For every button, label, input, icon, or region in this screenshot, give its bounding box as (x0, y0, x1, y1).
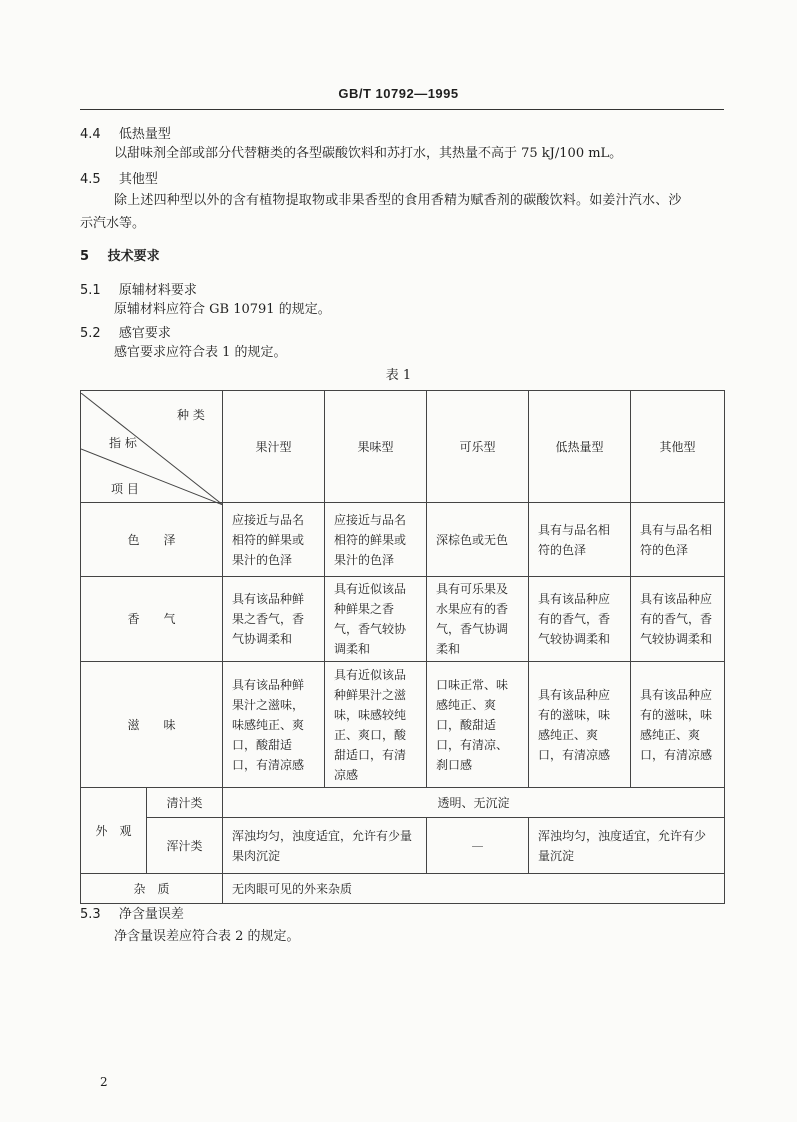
section-4-5-body-line2: 示汽水等。 (80, 216, 146, 231)
document-code: GB/T 10792—1995 (338, 86, 459, 101)
table-cell: 深棕色或无色 (436, 532, 509, 547)
row-sublabel-cloudy: 浑汁类 (147, 818, 223, 874)
page-number: 2 (100, 1075, 108, 1089)
section-number: 4.5 (80, 172, 101, 187)
table-cell: 浑浊均匀，浊度适宜，允许有少量果肉沉淀 (232, 828, 413, 863)
section-number: 4.4 (80, 127, 101, 142)
section-4-5-heading (80, 171, 158, 189)
column-header: 其他型 (631, 391, 725, 503)
row-sublabel-clear: 清汁类 (147, 788, 223, 818)
section-number: 5.2 (80, 326, 101, 341)
section-5-2-body: 感官要求应符合表 1 的规定。 (114, 345, 287, 360)
section-4-4-body: 以甜味剂全部或部分代替糖类的各型碳酸饮料和苏打水，其热量不高于 75 kJ/100 mL。 (114, 146, 623, 161)
row-label-appearance: 外 观 (81, 788, 147, 874)
table-cell: 具有近似该品种鲜果汁之滋味，味感较纯正、爽口，酸甜适口，有清凉感 (334, 667, 407, 782)
row-label-aroma: 香 气 (81, 577, 223, 662)
table-cell: — (427, 818, 529, 874)
table-cell: 具有该品种鲜果之香气，香气协调柔和 (232, 592, 305, 646)
table-cell: 具有该品种应有的香气，香气较协调柔和 (640, 592, 713, 646)
table-cell: 透明、无沉淀 (223, 788, 725, 818)
table-corner-header (81, 391, 223, 503)
section-title: 感官要求 (118, 326, 171, 341)
section-5-3-body: 净含量误差应符合表 2 的规定。 (114, 929, 300, 944)
section-number: 5.1 (80, 283, 101, 298)
section-title: 净含量误差 (118, 907, 184, 922)
table-cell: 具有可乐果及水果应有的香气，香气协调柔和 (436, 582, 509, 656)
header-divider (80, 109, 724, 110)
table-cell: 具有该品种应有的滋味，味感纯正、爽口，有清凉感 (538, 687, 611, 762)
table-cell: 具有近似该品种鲜果之香气，香气较协调柔和 (334, 582, 407, 656)
row-label-taste: 滋 味 (81, 662, 223, 788)
column-header: 可乐型 (427, 391, 529, 503)
table-cell: 具有该品种应有的滋味，味感纯正、爽口，有清凉感 (640, 687, 713, 762)
table-cell: 具有与品名相符的色泽 (640, 522, 713, 557)
section-5-1-heading (80, 282, 197, 300)
section-5-heading (80, 248, 160, 266)
corner-kind-label: 种 类 (177, 407, 205, 422)
table-cell: 具有与品名相符的色泽 (538, 522, 611, 557)
row-label-color: 色 泽 (81, 503, 223, 577)
section-title: 其他型 (118, 172, 158, 187)
column-header: 果汁型 (223, 391, 325, 503)
corner-indicator-label: 指 标 (109, 435, 137, 450)
section-number: 5 (80, 249, 90, 264)
column-header: 果味型 (325, 391, 427, 503)
table-cell: 应接近与品名相符的鲜果或果汁的色泽 (232, 512, 305, 567)
section-4-4-heading (80, 126, 171, 144)
table-cell: 口味正常、味感纯正、爽口，酸甜适口，有清凉、刹口感 (436, 677, 509, 772)
section-title: 低热量型 (118, 127, 171, 142)
table-1-caption: 表 1 (385, 368, 412, 383)
table-cell: 应接近与品名相符的鲜果或果汁的色泽 (334, 512, 407, 567)
table-cell: 浑浊均匀，浊度适宜，允许有少量沉淀 (538, 828, 707, 863)
corner-item-label: 项 目 (111, 481, 139, 496)
section-5-1-body: 原辅材料应符合 GB 10791 的规定。 (114, 302, 331, 317)
row-label-impurity: 杂 质 (81, 874, 223, 904)
table-cell: 具有该品种应有的香气，香气较协调柔和 (538, 592, 611, 646)
column-header: 低热量型 (529, 391, 631, 503)
section-number: 5.3 (80, 907, 101, 922)
section-title: 原辅材料要求 (118, 283, 197, 298)
table-cell: 无肉眼可见的外来杂质 (232, 881, 353, 896)
section-5-3-heading (80, 906, 184, 924)
section-5-2-heading (80, 325, 171, 343)
table-1 (80, 390, 725, 904)
section-4-5-body-line1: 除上述四种型以外的含有植物提取物或非果香型的食用香精为赋香剂的碳酸饮料。如姜汁汽水、沙 (114, 193, 682, 208)
section-title: 技术要求 (107, 249, 160, 264)
table-cell: 具有该品种鲜果汁之滋味，味感纯正、爽口，酸甜适口，有清凉感 (232, 677, 305, 772)
